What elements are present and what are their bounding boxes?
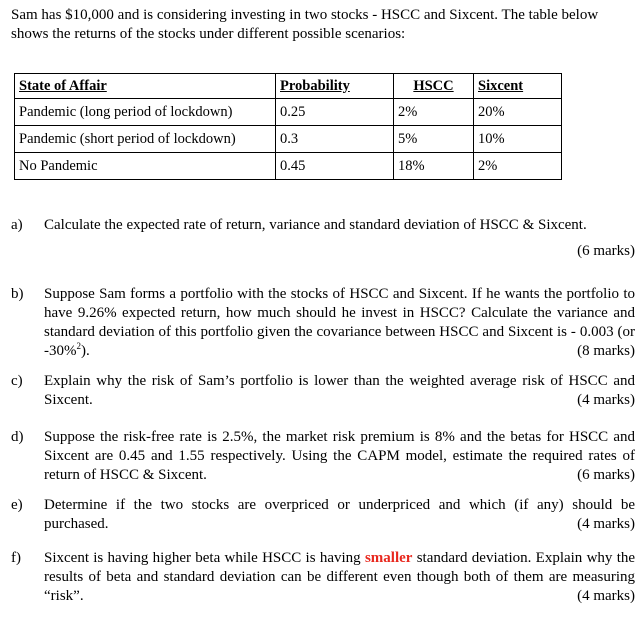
header-hscc: HSCC <box>394 74 474 99</box>
question-label: e) <box>11 497 23 513</box>
question-text: Suppose the risk-free rate is 2.5%, the market risk premium is 8% and the betas for HSCC and Sixcent are 0.45 and 1.55 respectively. Using the CAPM model, estimate the required rates of return of HSCC & Sixcent. <box>44 429 635 483</box>
table-row <box>15 153 562 180</box>
question-marks: (6 marks) <box>577 467 635 483</box>
question-marks: (4 marks) <box>577 588 635 604</box>
cell-hscc: 2% <box>394 99 474 126</box>
question-d <box>11 428 635 485</box>
question-label: c) <box>11 373 23 389</box>
question-text: Calculate the expected rate of return, variance and standard deviation of HSCC & Sixcent. <box>44 217 587 233</box>
cell-state: Pandemic (long period of lockdown) <box>15 99 276 126</box>
cell-state: No Pandemic <box>15 153 276 180</box>
question-marks: (4 marks) <box>577 392 635 408</box>
question-text: Sixcent is having higher beta while HSCC is having smaller standard deviation. Explain why the results of beta and standard deviation can be different even though both of them are measuring “risk”. <box>44 550 636 604</box>
question-marks: (8 marks) <box>577 343 635 359</box>
superscript: 2 <box>76 341 81 351</box>
question-text: Suppose Sam forms a portfolio with the stocks of HSCC and Sixcent. If he wants the portfolio to have 9.26% expected return, how much should he invest in HSCC? Calculate the variance and standard deviation of this portfolio given the covariance between HSCC and Sixcent is - 0.003 (or -30%$^2$). <box>44 286 635 359</box>
cell-sixcent: 10% <box>474 126 562 153</box>
cell-probability: 0.45 <box>276 153 394 180</box>
table-row <box>15 99 562 126</box>
question-e <box>11 496 635 534</box>
header-probability: Probability <box>276 74 394 99</box>
question-marks: (6 marks) <box>577 243 635 259</box>
cell-hscc: 18% <box>394 153 474 180</box>
question-label: d) <box>11 429 24 445</box>
question-text: Explain why the risk of Sam’s portfolio is lower than the weighted average risk of HSCC and Sixcent. <box>44 373 635 408</box>
highlight-word: smaller <box>364 550 413 566</box>
question-label: f) <box>11 550 21 566</box>
question-marks: (4 marks) <box>577 516 635 532</box>
header-sixcent: Sixcent <box>474 74 562 99</box>
header-state-of-affair: State of Affair <box>15 74 276 99</box>
question-a <box>11 216 635 261</box>
cell-sixcent: 20% <box>474 99 562 126</box>
intro-paragraph: Sam has $10,000 and is considering investing in two stocks - HSCC and Sixcent. The table below shows the returns of the stocks under different possible scenarios: <box>11 7 599 42</box>
cell-hscc: 5% <box>394 126 474 153</box>
question-c <box>11 372 635 410</box>
cell-probability: 0.3 <box>276 126 394 153</box>
cell-sixcent: 2% <box>474 153 562 180</box>
question-label: b) <box>11 286 24 302</box>
table-row <box>15 126 562 153</box>
returns-table <box>14 73 562 180</box>
question-label: a) <box>11 217 23 233</box>
question-f <box>11 549 635 606</box>
question-b <box>11 285 635 361</box>
table-header-row <box>15 74 562 99</box>
cell-state: Pandemic (short period of lockdown) <box>15 126 276 153</box>
question-text: Determine if the two stocks are overpriced or underpriced and which (if any) should be purchased. <box>44 497 635 532</box>
cell-probability: 0.25 <box>276 99 394 126</box>
